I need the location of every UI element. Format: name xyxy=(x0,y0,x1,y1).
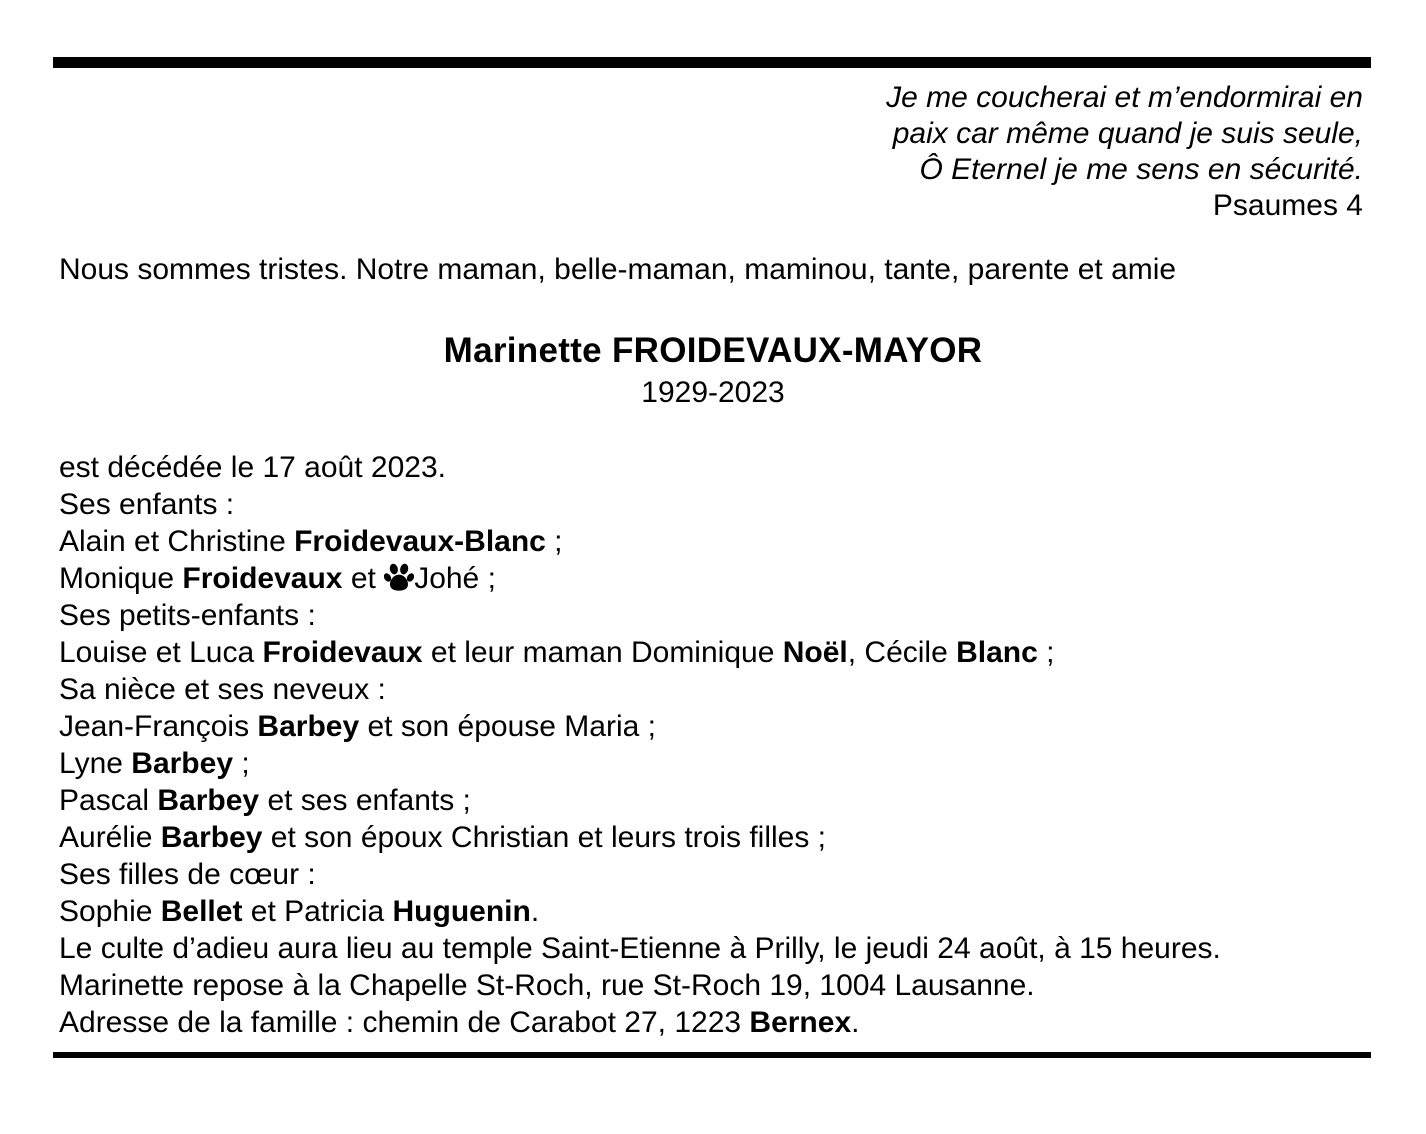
notice-line xyxy=(59,634,1221,671)
notice-line xyxy=(59,560,1221,597)
family-name: Froidevaux xyxy=(182,562,343,595)
notice-line xyxy=(59,597,1221,634)
notice-line xyxy=(59,708,1221,745)
notice-line xyxy=(59,782,1221,819)
notice-text: Monique xyxy=(59,562,183,595)
notice-text: est décédée le 17 août 2023. xyxy=(59,451,446,484)
family-name: Barbey xyxy=(160,821,263,854)
paw-icon xyxy=(384,560,414,597)
notice-line xyxy=(59,1004,1221,1041)
quote-line: Ô Eternel je me sens en sécurité. xyxy=(919,153,1363,186)
notice-text: . xyxy=(530,895,540,928)
notice-line xyxy=(59,930,1221,967)
notice-text: Alain et Christine xyxy=(59,525,295,558)
quote-line: Je me coucherai et m’endormirai en xyxy=(886,81,1363,114)
notice-text: Louise et Luca xyxy=(59,636,263,669)
notice-text: Jean-François xyxy=(59,710,258,743)
notice-text: Aurélie xyxy=(59,821,161,854)
notice-line xyxy=(59,745,1221,782)
notice-line xyxy=(59,893,1221,930)
top-rule xyxy=(53,57,1371,68)
notice-text: Ses petits-enfants : xyxy=(59,599,316,632)
notice-text: Adresse de la famille : chemin de Carabot 27, 1223 xyxy=(59,1006,750,1039)
notice-text: et xyxy=(342,562,385,595)
epitaph-quote xyxy=(886,80,1363,224)
family-name: Noël xyxy=(782,636,848,669)
notice-line xyxy=(59,486,1221,523)
notice-text: Ses enfants : xyxy=(59,488,235,521)
notice-line xyxy=(59,856,1221,893)
notice-line xyxy=(59,967,1221,1004)
notice-text: ; xyxy=(1037,636,1055,669)
family-name: Froidevaux xyxy=(262,636,423,669)
notice-text: Sophie xyxy=(59,895,161,928)
notice-text: et son époux Christian et leurs trois filles ; xyxy=(262,821,827,854)
quote-line: paix car même quand je suis seule, xyxy=(892,117,1363,150)
notice-text: et ses enfants ; xyxy=(259,784,471,817)
notice-text: ; xyxy=(233,747,250,780)
bottom-rule xyxy=(53,1052,1371,1058)
notice-text: ; xyxy=(545,525,563,558)
intro-text: Nous sommes tristes. Notre maman, belle-maman, maminou, tante, parente et amie xyxy=(59,253,1177,286)
family-name: Blanc xyxy=(956,636,1038,669)
notice-line xyxy=(59,819,1221,856)
notice-text: Pascal xyxy=(59,784,158,817)
notice-line xyxy=(59,671,1221,708)
notice-text: et leur maman Dominique xyxy=(422,636,783,669)
deceased-name: Marinette FROIDEVAUX-MAYOR xyxy=(443,331,983,370)
notice-text: Lyne xyxy=(59,747,132,780)
notice-lines xyxy=(59,449,1221,1041)
family-name: Froidevaux-Blanc xyxy=(294,525,546,558)
notice-line xyxy=(59,449,1221,486)
family-name: Barbey xyxy=(157,784,260,817)
notice-text: et Patricia xyxy=(242,895,393,928)
notice-text: Sa nièce et ses neveux : xyxy=(59,673,386,706)
notice-text: Marinette repose à la Chapelle St-Roch, rue St-Roch 19, 1004 Lausanne. xyxy=(59,969,1035,1002)
family-name: Huguenin xyxy=(392,895,531,928)
family-name: Bellet xyxy=(160,895,243,928)
family-name: Bernex xyxy=(749,1006,852,1039)
notice-text: Johé ; xyxy=(414,562,496,595)
family-name: Barbey xyxy=(257,710,360,743)
notice-text: Le culte d’adieu aura lieu au temple Saint-Etienne à Prilly, le jeudi 24 août, à 15 heures. xyxy=(59,932,1221,965)
quote-attribution: Psaumes 4 xyxy=(1212,189,1363,222)
notice-text: Ses filles de cœur : xyxy=(59,858,316,891)
notice-text: et son épouse Maria ; xyxy=(359,710,656,743)
notice-text: . xyxy=(851,1006,860,1039)
deceased-years: 1929-2023 xyxy=(641,376,785,409)
family-name: Barbey xyxy=(131,747,233,780)
notice-line xyxy=(59,523,1221,560)
notice-text: , Cécile xyxy=(847,636,957,669)
